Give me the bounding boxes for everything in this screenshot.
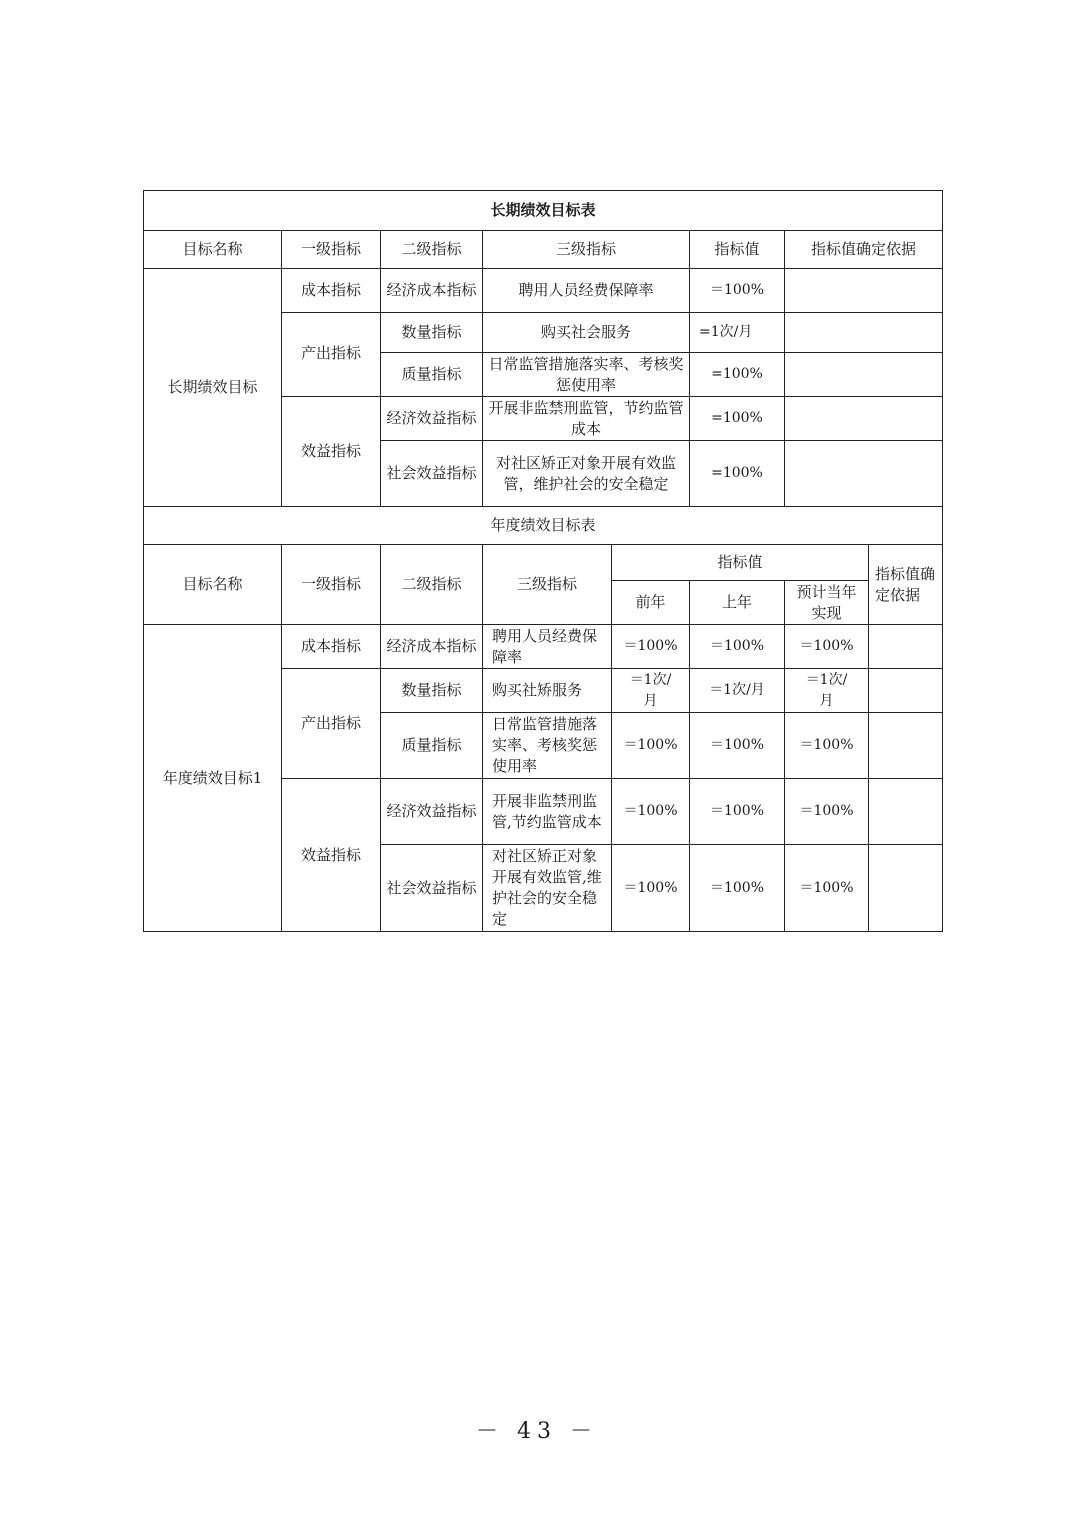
- level3-cell: 购买社会服务: [483, 313, 690, 353]
- long-term-table: [143, 190, 943, 507]
- level2-cell: 经济成本指标: [381, 269, 483, 313]
- table-row: [144, 269, 943, 313]
- header-prev-year: 前年: [612, 581, 690, 625]
- prev-year-cell: ＝100%: [612, 625, 690, 669]
- prev-year-cell: ＝100%: [612, 779, 690, 845]
- header-level2: 二级指标: [381, 545, 483, 625]
- basis-cell: [869, 625, 943, 669]
- last-year-cell: ＝100%: [690, 625, 785, 669]
- level3-cell: 开展非监禁刑监管,节约监管成本: [483, 779, 612, 845]
- level2-cell: 经济效益指标: [381, 779, 483, 845]
- level2-cell: 数量指标: [381, 669, 483, 713]
- table-row: [144, 625, 943, 669]
- level3-cell: 聘用人员经费保障率: [483, 625, 612, 669]
- level3-cell: 日常监管措施落实率、考核奖惩使用率: [483, 353, 690, 397]
- annual-table: [143, 506, 943, 932]
- last-year-cell: ＝1次/月: [690, 669, 785, 713]
- expected-cell: ＝1次/月: [785, 669, 869, 713]
- level2-cell: 社会效益指标: [381, 441, 483, 507]
- header-last-year: 上年: [690, 581, 785, 625]
- expected-cell: ＝100%: [785, 713, 869, 779]
- level2-cell: 社会效益指标: [381, 845, 483, 932]
- level2-cell: 质量指标: [381, 713, 483, 779]
- basis-cell: [785, 397, 943, 441]
- level3-cell: 开展非监禁刑监管，节约监管成本: [483, 397, 690, 441]
- prev-year-cell: ＝100%: [612, 845, 690, 932]
- basis-cell: [869, 845, 943, 932]
- level2-cell: 数量指标: [381, 313, 483, 353]
- table-header-row: [144, 231, 943, 269]
- value-cell: =100%: [690, 397, 785, 441]
- basis-cell: [869, 779, 943, 845]
- header-level3: 三级指标: [483, 231, 690, 269]
- level1-cell: 效益指标: [282, 779, 381, 932]
- header-value: 指标值: [690, 231, 785, 269]
- value-cell: ＝100%: [690, 269, 785, 313]
- level1-cell: 效益指标: [282, 397, 381, 507]
- last-year-cell: ＝100%: [690, 779, 785, 845]
- level2-cell: 质量指标: [381, 353, 483, 397]
- header-value-group: 指标值: [612, 545, 869, 581]
- level1-cell: 产出指标: [282, 313, 381, 397]
- header-expected: 预计当年实现: [785, 581, 869, 625]
- basis-cell: [785, 441, 943, 507]
- prev-year-cell: ＝100%: [612, 713, 690, 779]
- header-basis: 指标值确定依据: [869, 545, 943, 625]
- header-level1: 一级指标: [282, 231, 381, 269]
- basis-cell: [869, 713, 943, 779]
- level3-cell: 对社区矫正对象开展有效监管，维护社会的安全稳定: [483, 441, 690, 507]
- expected-cell: ＝100%: [785, 625, 869, 669]
- level1-cell: 产出指标: [282, 669, 381, 779]
- basis-cell: [785, 353, 943, 397]
- header-level1: 一级指标: [282, 545, 381, 625]
- basis-cell: [785, 269, 943, 313]
- level3-cell: 购买社矫服务: [483, 669, 612, 713]
- level1-cell: 成本指标: [282, 625, 381, 669]
- table-header-row: [144, 545, 943, 581]
- level3-cell: 聘用人员经费保障率: [483, 269, 690, 313]
- last-year-cell: ＝100%: [690, 713, 785, 779]
- goal-name-cell: 长期绩效目标: [144, 269, 282, 507]
- annual-title: 年度绩效目标表: [144, 507, 943, 545]
- level3-cell: 日常监管措施落实率、考核奖惩使用率: [483, 713, 612, 779]
- header-goal-name: 目标名称: [144, 231, 282, 269]
- level1-cell: 成本指标: [282, 269, 381, 313]
- basis-cell: [869, 669, 943, 713]
- header-level3: 三级指标: [483, 545, 612, 625]
- level2-cell: 经济效益指标: [381, 397, 483, 441]
- level2-cell: 经济成本指标: [381, 625, 483, 669]
- header-goal-name: 目标名称: [144, 545, 282, 625]
- long-term-title: 长期绩效目标表: [144, 191, 943, 231]
- page-number: － 43 －: [476, 1419, 598, 1444]
- expected-cell: ＝100%: [785, 779, 869, 845]
- value-cell: =100%: [690, 353, 785, 397]
- last-year-cell: ＝100%: [690, 845, 785, 932]
- basis-cell: [785, 313, 943, 353]
- value-cell: =100%: [690, 441, 785, 507]
- header-basis: 指标值确定依据: [785, 231, 943, 269]
- prev-year-cell: ＝1次/月: [612, 669, 690, 713]
- level3-cell: 对社区矫正对象开展有效监管,维护社会的安全稳定: [483, 845, 612, 932]
- value-cell: =1次/月: [690, 313, 785, 353]
- header-level2: 二级指标: [381, 231, 483, 269]
- performance-tables: [143, 190, 942, 932]
- expected-cell: ＝100%: [785, 845, 869, 932]
- goal-name-cell: 年度绩效目标1: [144, 625, 282, 932]
